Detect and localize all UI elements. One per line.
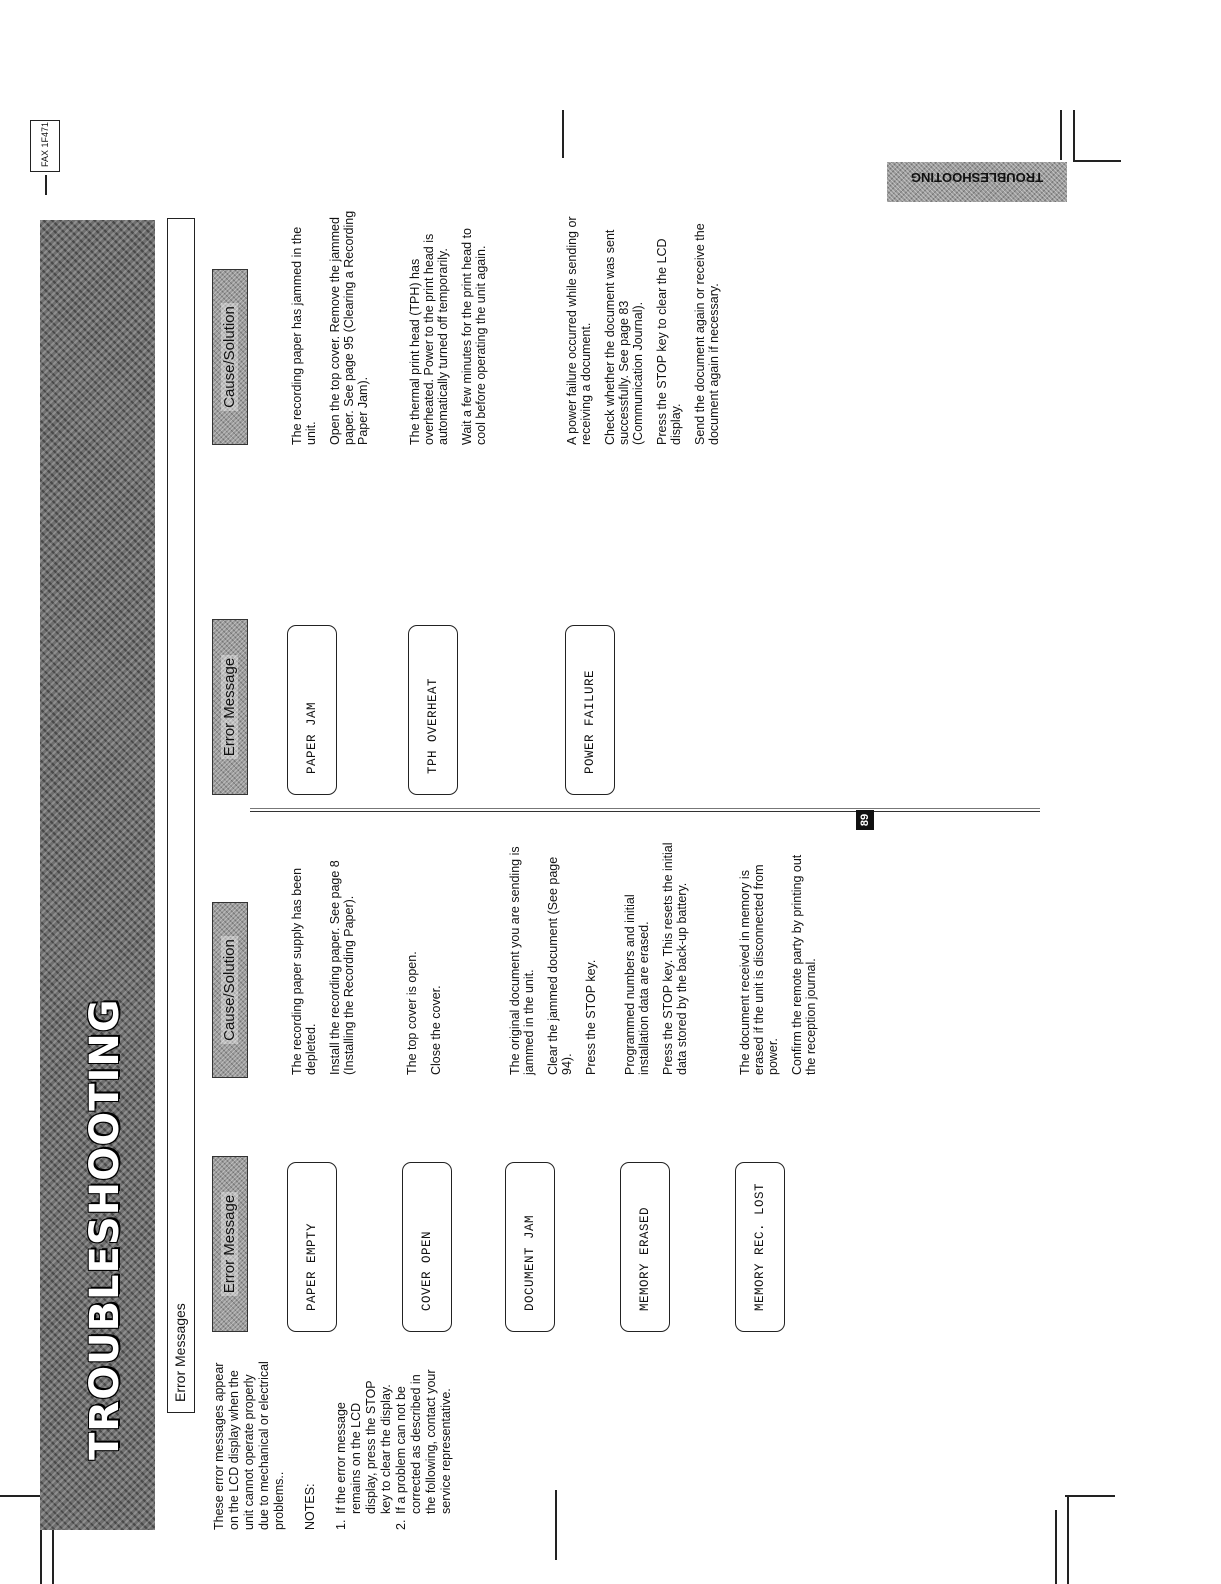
cause-solution: [623, 839, 699, 1075]
note-item: [334, 1358, 394, 1530]
crop-mark: [562, 110, 564, 158]
crop-mark: [1065, 1495, 1115, 1497]
error-message-box: PAPER EMPTY: [287, 1162, 337, 1332]
header-label: Error Message: [221, 1192, 238, 1296]
cause-line: The thermal print head (TPH) has overheated. Power to the print head is automatically turned off temporarily.: [408, 233, 450, 445]
error-message-box: DOCUMENT JAM: [505, 1162, 555, 1332]
crop-mark: [1067, 1496, 1069, 1584]
cause-solution: [290, 209, 380, 445]
cause-line: Press the STOP key to clear the LCD display.: [655, 238, 683, 445]
crop-mark: [1055, 1510, 1057, 1584]
right-error-message-header: [212, 619, 248, 795]
cause-line: Send the document again or receive the document again if necessary.: [693, 223, 721, 445]
cause-solution: [508, 839, 608, 1075]
error-message-box: MEMORY REC. LOST: [735, 1162, 785, 1332]
corner-code-box: [30, 120, 60, 172]
notes-list: [334, 1358, 454, 1530]
cause-line: The original document you are sending is jammed in the unit.: [508, 846, 536, 1075]
error-message-box: MEMORY ERASED: [620, 1162, 670, 1332]
cause-line: Close the cover.: [429, 985, 443, 1075]
crop-mark: [1060, 110, 1062, 160]
header-label: Cause/Solution: [221, 303, 238, 411]
note-item: [394, 1358, 454, 1530]
cause-line: The recording paper has jammed in the unit.: [290, 226, 318, 445]
cause-solution: [408, 209, 498, 445]
header-banner: [40, 220, 155, 1530]
section-title: Error Messages: [172, 1303, 188, 1402]
cause-line: The top cover is open.: [405, 951, 419, 1075]
cause-line: A power failure occurred while sending or receiving a document.: [565, 216, 593, 445]
cause-line: Check whether the document was sent successfully. See page 83 (Communication Journal).: [603, 229, 645, 445]
cause-line: Wait a few minutes for the print head to cool before operating the unit again.: [460, 227, 488, 445]
cause-line: Clear the jammed document (See page 94).: [546, 856, 574, 1075]
note-number: 1.: [334, 1519, 348, 1530]
cause-solution: [405, 839, 453, 1075]
crop-mark: [1073, 160, 1121, 162]
error-message-box: TPH OVERHEAT: [408, 625, 458, 795]
cause-line: The recording paper supply has been depleted.: [290, 867, 318, 1075]
left-error-message-header: [212, 1156, 248, 1332]
cause-solution: [290, 839, 366, 1075]
note-text: If a problem can not be corrected as described in the following, contact your service representative.: [394, 1369, 453, 1514]
header-label: Error Message: [221, 655, 238, 759]
cause-line: The document received in memory is erased if the unit is disconnected from power.: [738, 864, 780, 1075]
crop-mark: [1073, 110, 1075, 160]
page-number: 89: [856, 810, 874, 830]
cause-line: Confirm the remote party by printing out the reception journal.: [790, 854, 818, 1075]
crop-mark: [0, 1495, 40, 1497]
cause-line: Press the STOP key.: [584, 959, 598, 1075]
cause-solution: [565, 209, 731, 445]
notes-heading: NOTES:: [303, 1483, 317, 1530]
cause-solution: [738, 839, 828, 1075]
page: [40, 195, 1045, 1530]
crop-mark: [45, 175, 47, 195]
header-label: Cause/Solution: [221, 936, 238, 1044]
page-title: TROUBLESHOOTING: [82, 998, 128, 1460]
error-message-box: PAPER JAM: [287, 625, 337, 795]
error-message-box: COVER OPEN: [402, 1162, 452, 1332]
intro: [212, 1358, 454, 1530]
column-divider: [250, 808, 1040, 812]
intro-text: These error messages appear on the LCD display when the unit cannot operate properly due to mechanical or electrical problems..: [212, 1361, 286, 1530]
cause-line: Open the top cover. Remove the jammed paper. See page 95 (Clearing a Recording Paper Jam).: [328, 210, 370, 445]
left-cause-header: [212, 902, 248, 1078]
cause-line: Press the STOP key. This resets the initial data stored by the back-up battery.: [661, 842, 689, 1075]
note-text: If the error message remains on the LCD display, press the STOP key to clear the display.: [334, 1380, 393, 1514]
cause-line: Install the recording paper. See page 8 (Installing the Recording Paper).: [328, 860, 356, 1075]
side-tab-label: TROUBLESHOOTING: [910, 170, 1044, 185]
error-message-box: POWER FAILURE: [565, 625, 615, 795]
corner-code: FAX 1F471: [40, 121, 50, 167]
note-number: 2.: [394, 1519, 408, 1530]
section-bar: [167, 218, 195, 1413]
cause-line: Programmed numbers and initial installation data are erased.: [623, 894, 651, 1075]
right-cause-header: [212, 269, 248, 445]
